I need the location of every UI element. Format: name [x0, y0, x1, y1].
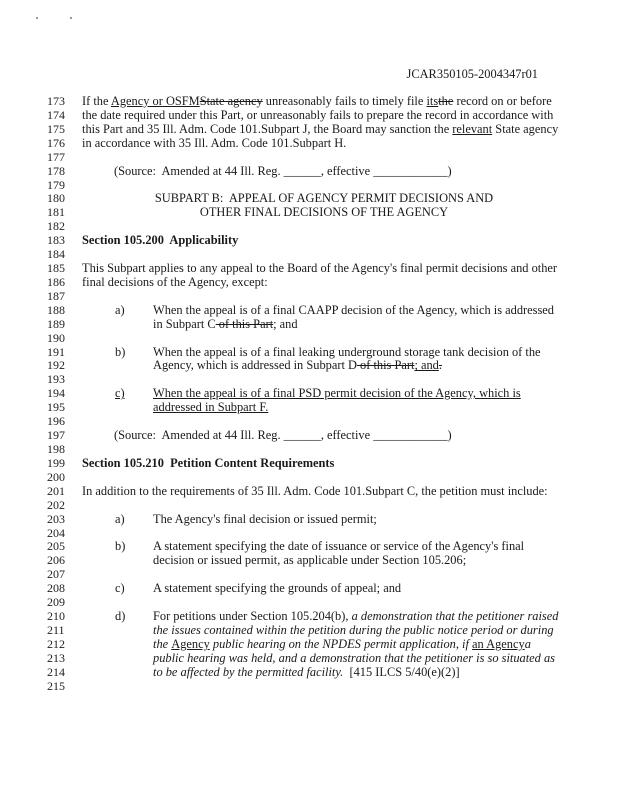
item-label: a) [115, 511, 125, 526]
line-number: 209 [47, 595, 65, 610]
line-174 [0, 108, 618, 122]
line-207 [0, 567, 618, 581]
line-number: 197 [47, 428, 65, 443]
item-label: c) [115, 581, 125, 596]
text-segment: SUBPART B: APPEAL OF AGENCY PERMIT DECISIONS AND [154, 191, 494, 206]
text-segment: This Subpart applies to any appeal to the Board of the Agency's final permit decisions and other [82, 261, 558, 276]
line-text [82, 275, 268, 289]
text-segment: A statement specifying the date of issuance or service of the Agency's final [153, 539, 525, 554]
line-number: 214 [47, 664, 65, 679]
text-segment: in accordance with 35 Ill. Adm. Code 101.Subpart H. [82, 135, 347, 150]
line-190 [0, 331, 618, 345]
line-194 [0, 386, 618, 400]
line-number: 199 [47, 455, 65, 470]
line-text [153, 317, 298, 331]
line-text [153, 665, 460, 679]
line-183 [0, 233, 618, 247]
line-208 [0, 581, 618, 595]
line-203 [0, 512, 618, 526]
line-text [153, 581, 401, 595]
line-text [0, 205, 618, 219]
line-text [82, 108, 553, 122]
statutory-quote: a [524, 636, 531, 651]
line-number: 180 [47, 191, 65, 206]
line-number: 192 [47, 358, 65, 373]
line-number: 182 [47, 219, 65, 234]
line-number: 187 [47, 288, 65, 303]
deleted-text: State agency [199, 94, 263, 108]
item-label: c) [115, 386, 125, 401]
scan-speck [36, 17, 38, 19]
scan-speck [70, 17, 72, 19]
line-number: 184 [47, 247, 65, 262]
line-number: 203 [47, 511, 65, 526]
deleted-text: of this Part [356, 358, 415, 373]
line-215 [0, 679, 618, 693]
line-number: 188 [47, 302, 65, 317]
line-number: 204 [47, 525, 65, 540]
line-200 [0, 470, 618, 484]
inserted-text: relevant [452, 121, 493, 136]
line-186 [0, 275, 618, 289]
line-192 [0, 358, 618, 372]
text-segment: For petitions under Section 105.204(b), [153, 609, 352, 624]
text-segment: A statement specifying the grounds of appeal; and [153, 581, 402, 596]
line-text [153, 303, 554, 317]
line-176 [0, 136, 618, 150]
line-188 [0, 303, 618, 317]
line-number: 210 [47, 609, 65, 624]
text-segment: record on or before [453, 94, 552, 108]
document-id: JCAR350105-2004347r01 [406, 67, 538, 81]
line-201 [0, 484, 618, 498]
line-202 [0, 498, 618, 512]
line-text [153, 400, 268, 414]
line-number: 193 [47, 372, 65, 387]
text-segment: decision or issued permit, as applicable under Section 105.206; [153, 553, 467, 568]
item-label: d) [115, 609, 126, 624]
line-text [82, 484, 548, 498]
line-text [153, 358, 442, 372]
line-199 [0, 456, 618, 470]
line-193 [0, 372, 618, 386]
line-number: 195 [47, 400, 65, 415]
line-206 [0, 553, 618, 567]
line-number: 194 [47, 386, 65, 401]
line-198 [0, 442, 618, 456]
line-number: 177 [47, 149, 65, 164]
text-segment: Agency, which is addressed in Subpart D [153, 358, 357, 373]
line-177 [0, 150, 618, 164]
deleted-text: of this Part [215, 316, 274, 331]
inserted-text: Agency or OSFM [110, 94, 200, 108]
text-segment: When the appeal is of a final CAAPP decision of the Agency, which is addressed [153, 302, 554, 317]
line-181 [0, 205, 618, 219]
line-text [153, 512, 377, 526]
text-segment: the date required under this Part, or unreasonably fails to prepare the record in accordance with [82, 107, 554, 122]
line-180 [0, 191, 618, 205]
line-number: 207 [47, 567, 65, 582]
line-number: 211 [47, 622, 65, 637]
text-segment: If the [82, 94, 111, 108]
section-heading: Section 105.210 Petition Content Requirements [82, 455, 335, 470]
deleted-text: the [438, 94, 454, 108]
statutory-quote: public hearing on the NPDES permit application, if [209, 636, 473, 651]
text-segment: (Source: Amended at 44 Ill. Reg. ______, effective ____________) [114, 428, 452, 443]
inserted-text: Agency [171, 636, 210, 651]
line-number: 206 [47, 553, 65, 568]
line-text [82, 233, 238, 247]
line-number: 176 [47, 135, 65, 150]
line-214 [0, 665, 618, 679]
line-195 [0, 400, 618, 414]
line-number: 190 [47, 330, 65, 345]
text-segment: State agency [492, 121, 559, 136]
line-text [114, 164, 452, 178]
text-segment: (Source: Amended at 44 Ill. Reg. ______, effective ____________) [114, 163, 452, 178]
line-211 [0, 623, 618, 637]
line-text [0, 191, 618, 205]
line-number: 215 [47, 678, 65, 693]
line-text [82, 136, 346, 150]
line-number: 183 [47, 233, 65, 248]
line-text [82, 261, 557, 275]
line-number: 185 [47, 261, 65, 276]
inserted-text: an Agency [472, 636, 525, 651]
line-173 [0, 94, 618, 108]
line-text [153, 386, 521, 400]
line-text [153, 553, 466, 567]
line-175 [0, 122, 618, 136]
text-segment: When the appeal is of a final leaking underground storage tank decision of the [153, 344, 541, 359]
line-number: 181 [47, 205, 65, 220]
line-number: 191 [47, 344, 65, 359]
text-segment: ; and [273, 316, 298, 331]
deleted-text: . [438, 358, 442, 373]
line-number: 189 [47, 316, 65, 331]
statutory-quote: public hearing was held, and a demonstration that the petitioner is so situated as [153, 650, 555, 665]
line-197 [0, 428, 618, 442]
line-number: 175 [47, 121, 65, 136]
line-182 [0, 219, 618, 233]
text-segment: unreasonably fails to timely file [262, 94, 427, 108]
line-text [82, 456, 334, 470]
line-187 [0, 289, 618, 303]
line-number: 174 [47, 107, 65, 122]
line-number: 198 [47, 442, 65, 456]
section-heading: Section 105.200 Applicability [82, 233, 239, 248]
line-number: 213 [47, 650, 65, 665]
line-191 [0, 345, 618, 359]
line-number: 208 [47, 581, 65, 596]
line-number: 212 [47, 636, 65, 651]
line-213 [0, 651, 618, 665]
line-196 [0, 414, 618, 428]
line-210 [0, 609, 618, 623]
line-text [153, 345, 541, 359]
line-189 [0, 317, 618, 331]
item-label: b) [115, 539, 126, 554]
text-segment: final decisions of the Agency, except: [82, 274, 268, 289]
line-number: 173 [47, 94, 65, 108]
inserted-text: When the appeal is of a final PSD permit decision of the Agency, which is [153, 386, 521, 401]
inserted-text: addressed in Subpart F. [153, 400, 269, 415]
line-184 [0, 247, 618, 261]
line-209 [0, 595, 618, 609]
text-segment: in Subpart C [153, 316, 216, 331]
line-number: 186 [47, 274, 65, 289]
statutory-quote: the issues contained within the petition during the public notice period or during [153, 622, 554, 637]
line-number: 178 [47, 163, 65, 178]
text-segment: this Part and 35 Ill. Adm. Code 101.Subpart J, the Board may sanction the [82, 121, 453, 136]
inserted-text: its [426, 94, 439, 108]
line-text [153, 637, 531, 651]
statutory-quote: to be affected by the permitted facility. [153, 664, 344, 679]
text-segment: [415 ILCS 5/40(e)(2)] [343, 664, 460, 679]
line-text [114, 428, 452, 442]
line-text [82, 122, 558, 136]
inserted-text: ; and [414, 358, 439, 373]
text-segment: The Agency's final decision or issued permit; [153, 511, 377, 526]
line-number: 200 [47, 469, 65, 484]
line-text [153, 651, 555, 665]
line-text [153, 623, 554, 637]
line-number: 196 [47, 414, 65, 429]
item-label: b) [115, 344, 126, 359]
line-text [153, 609, 558, 623]
line-205 [0, 539, 618, 553]
text-segment: OTHER FINAL DECISIONS OF THE AGENCY [199, 205, 449, 220]
line-178 [0, 164, 618, 178]
line-text [82, 94, 552, 108]
line-number: 202 [47, 497, 65, 512]
line-number: 201 [47, 483, 65, 498]
line-number: 179 [47, 177, 65, 192]
line-179 [0, 178, 618, 192]
statutory-quote: a demonstration that the petitioner raised [351, 609, 559, 624]
text-segment: In addition to the requirements of 35 Ill. Adm. Code 101.Subpart C, the petition must include: [82, 483, 548, 498]
line-204 [0, 526, 618, 540]
line-212 [0, 637, 618, 651]
statutory-quote: the [153, 636, 172, 651]
item-label: a) [115, 302, 125, 317]
line-text [153, 539, 524, 553]
line-185 [0, 261, 618, 275]
line-number: 205 [47, 539, 65, 554]
